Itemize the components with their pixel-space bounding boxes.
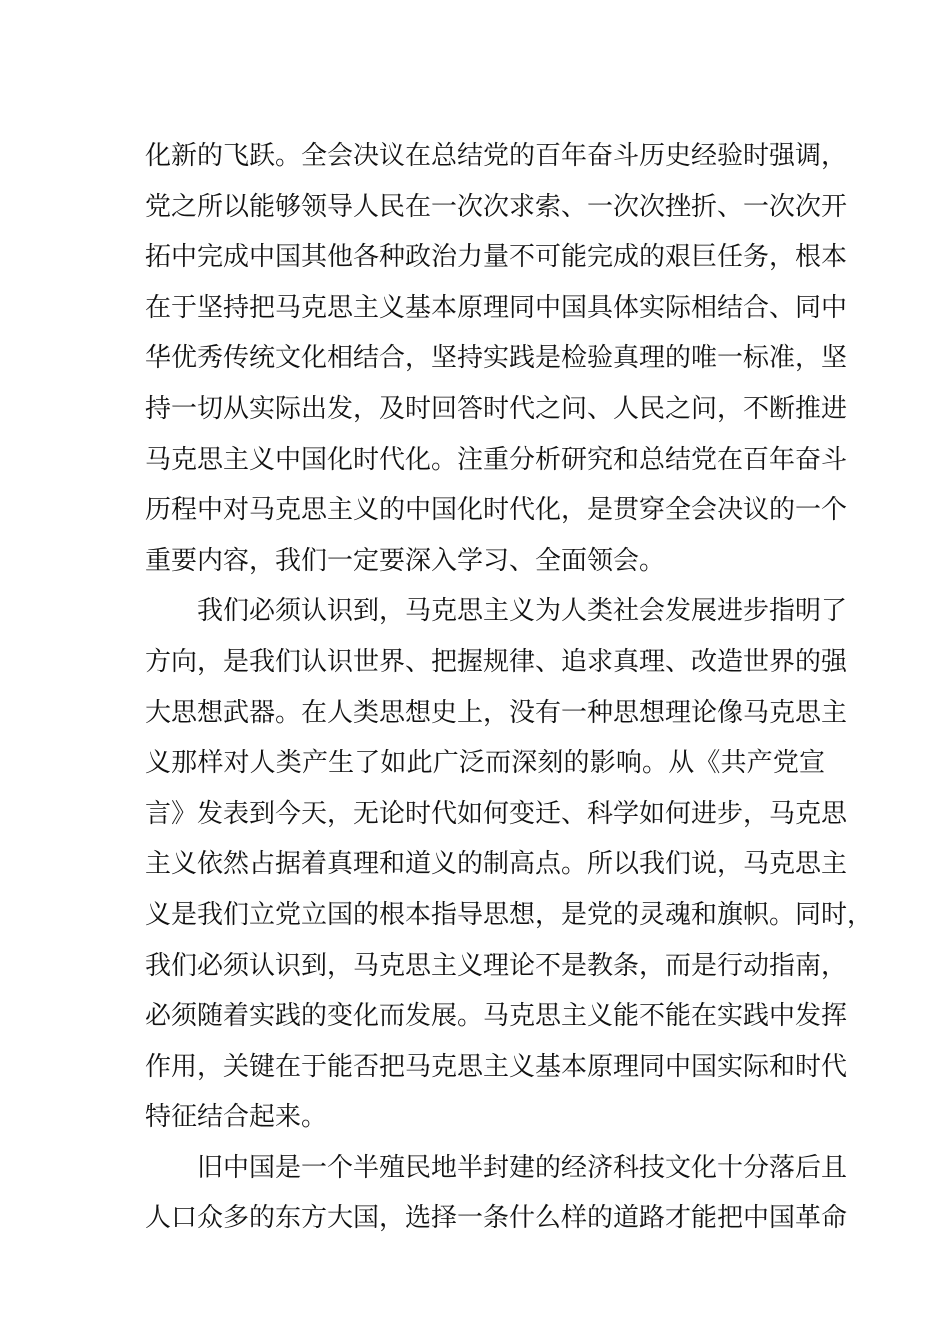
text-line: 持一切从实际出发，及时回答时代之问、人民之问，不断推进 <box>145 393 848 424</box>
text-line: 主义依然占据着真理和道义的制高点。所以我们说，马克思主 <box>145 849 848 880</box>
text-line: 言》发表到今天，无论时代如何变迁、科学如何进步，马克思 <box>145 798 848 829</box>
text-line: 华优秀传统文化相结合，坚持实践是检验真理的唯一标准，坚 <box>145 343 848 374</box>
paragraph-first-line: 我们必须认识到，马克思主义为人类社会发展进步指明了 <box>197 596 848 627</box>
text-line: 马克思主义中国化时代化。注重分析研究和总结党在百年奋斗 <box>145 444 848 475</box>
text-line: 必须随着实践的变化而发展。马克思主义能不能在实践中发挥 <box>145 1001 848 1032</box>
text-line: 历程中对马克思主义的中国化时代化，是贯穿全会决议的一个 <box>145 495 848 526</box>
text-line: 在于坚持把马克思主义基本原理同中国具体实际相结合、同中 <box>145 292 848 323</box>
text-line: 拓中完成中国其他各种政治力量不可能完成的艰巨任务，根本 <box>145 242 848 273</box>
body-text <box>145 131 874 1244</box>
text-line: 人口众多的东方大国，选择一条什么样的道路才能把中国革命 <box>145 1203 848 1234</box>
text-line: 我们必须认识到，马克思主义理论不是教条，而是行动指南， <box>145 950 848 981</box>
text-line: 义是我们立党立国的根本指导思想，是党的灵魂和旗帜。同时， <box>145 899 874 930</box>
text-line: 化新的飞跃。全会决议在总结党的百年奋斗历史经验时强调， <box>145 141 848 171</box>
text-line: 方向，是我们认识世界、把握规律、追求真理、改造世界的强 <box>145 646 848 677</box>
text-line: 大思想武器。在人类思想史上，没有一种思想理论像马克思主 <box>145 697 848 728</box>
text-line: 党之所以能够领导人民在一次次求索、一次次挫折、一次次开 <box>145 191 848 222</box>
text-line: 作用，关键在于能否把马克思主义基本原理同中国实际和时代 <box>145 1051 848 1082</box>
text-line: 重要内容，我们一定要深入学习、全面领会。 <box>145 545 666 576</box>
text-line: 义那样对人类产生了如此广泛而深刻的影响。从《共产党宣 <box>145 748 825 779</box>
text-line: 特征结合起来。 <box>145 1102 328 1133</box>
paragraph-first-line: 旧中国是一个半殖民地半封建的经济科技文化十分落后且 <box>197 1152 848 1183</box>
